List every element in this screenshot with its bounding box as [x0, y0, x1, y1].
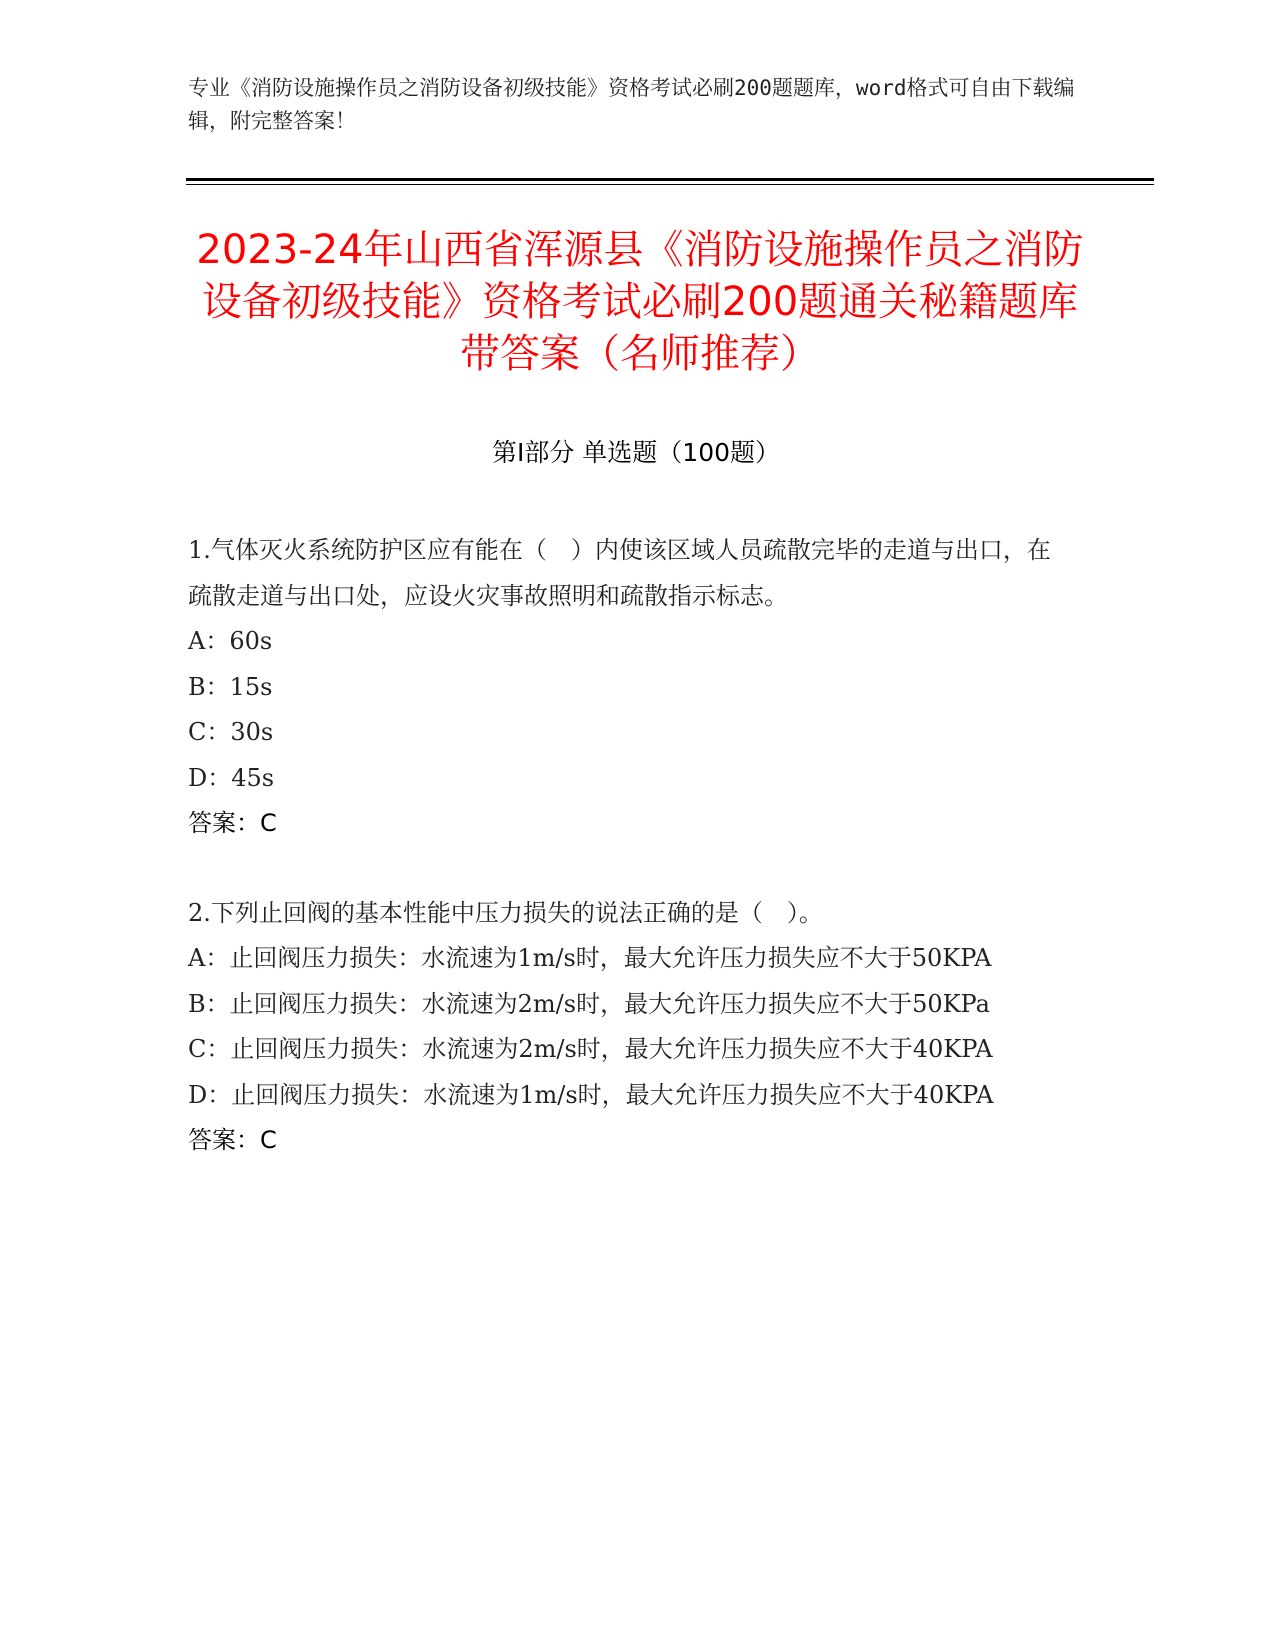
option-a: A：止回阀压力损失：水流速为1m/s时，最大允许压力损失应不大于50KPA — [188, 944, 992, 972]
header-divider-thick — [186, 178, 1154, 181]
option-a: A：60s — [188, 627, 273, 655]
question-list — [188, 528, 1068, 1208]
answer-line: 答案：C — [188, 1126, 277, 1154]
option-b: B：止回阀压力损失：水流速为2m/s时，最大允许压力损失应不大于50KPa — [188, 989, 990, 1018]
option-d: D：45s — [188, 763, 275, 792]
option-b: B：15s — [188, 672, 273, 701]
question-stem: 2.下列止回阀的基本性能中压力损失的说法正确的是（ ）。 — [188, 898, 823, 927]
question-2 — [188, 891, 1068, 1164]
question-1 — [188, 528, 1068, 847]
header-note: 专业《消防设施操作员之消防设备初级技能》资格考试必刷200题题库，word格式可自由下载编辑，附完整答案！ — [188, 76, 1075, 133]
option-d: D：止回阀压力损失：水流速为1m/s时，最大允许压力损失应不大于40KPA — [188, 1080, 994, 1109]
option-c: C：止回阀压力损失：水流速为2m/s时，最大允许压力损失应不大于40KPA — [188, 1035, 993, 1063]
question-stem: 1.气体灭火系统防护区应有能在（ ）内使该区域人员疏散完毕的走道与出口，在疏散走道与出口处，应设火灾事故照明和疏散指示标志。 — [188, 536, 1051, 610]
document-title: 2023-24年山西省浑源县《消防设施操作员之消防设备初级技能》资格考试必刷200题通关秘籍题库带答案（名师推荐） — [196, 227, 1084, 377]
section-heading: 第Ⅰ部分 单选题（100题） — [491, 438, 781, 467]
answer-line: 答案：C — [188, 809, 277, 837]
header-divider-thin — [186, 184, 1154, 185]
option-c: C：30s — [188, 718, 274, 746]
